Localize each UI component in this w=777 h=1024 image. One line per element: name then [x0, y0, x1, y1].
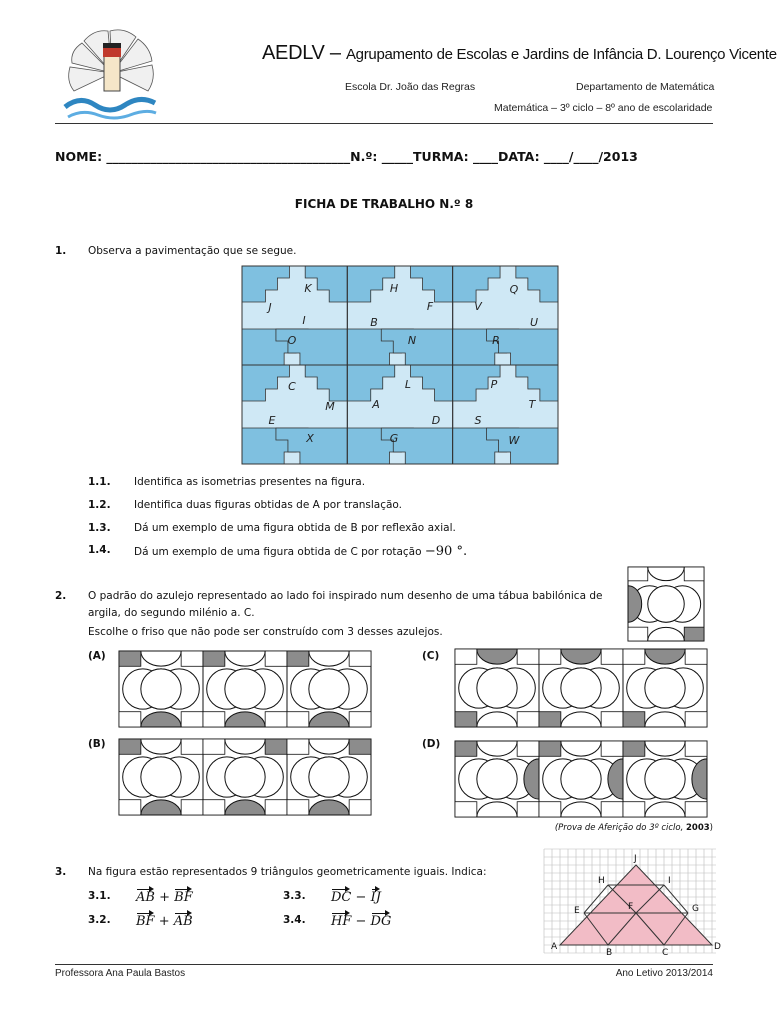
tile-corner [119, 651, 141, 666]
tile-corner [119, 739, 141, 754]
tile-corner [601, 712, 623, 727]
tiling-figure [242, 266, 558, 464]
tile-corner [203, 800, 225, 815]
tile-letter-q: Q [509, 283, 519, 296]
tile-corner [287, 800, 309, 815]
school-line: Escola Dr. João das Regras [345, 81, 476, 93]
rotation-angle: −90 °. [424, 544, 468, 559]
q1-1-number: 1.1. [88, 476, 111, 488]
tile-center-circle [561, 759, 601, 799]
tile-corner [203, 739, 225, 754]
school-year: Ano Letivo 2013/2014 [615, 968, 713, 979]
tile-corner [539, 649, 561, 664]
tile-corner [539, 802, 561, 817]
tile-letter-a: A [372, 398, 380, 411]
tile-corner [287, 712, 309, 727]
point-label-g: G [692, 904, 699, 914]
tile-corner [265, 651, 287, 666]
tile-center-circle [477, 668, 517, 708]
tile-corner [684, 567, 704, 581]
tile-letter-s: S [474, 414, 482, 427]
tile-corner [517, 741, 539, 756]
tile-center-circle [561, 668, 601, 708]
tile-corner [455, 741, 477, 756]
tile-corner [685, 712, 707, 727]
tile-corner [685, 741, 707, 756]
tile-letter-e: E [268, 414, 276, 427]
q2-number: 2. [55, 590, 67, 602]
tile-letter-p: P [490, 378, 498, 391]
tile-corner [349, 739, 371, 754]
q1-text: Observa a pavimentação que se segue. [88, 245, 297, 257]
tile-letter-j: J [268, 301, 272, 314]
tile-corner [181, 651, 203, 666]
tile-corner [181, 712, 203, 727]
q3-2-expression: BF + AB [136, 910, 193, 929]
q2-text-3: Escolhe o friso que não pode ser construído com 3 desses azulejos. [88, 626, 443, 638]
tile-corner [119, 712, 141, 727]
tile-corner [455, 802, 477, 817]
tile-center-circle [141, 757, 181, 797]
school-name: AEDLV – Agrupamento de Escolas e Jardins de Infância D. Lourenço Vicente [262, 42, 777, 64]
q3-number: 3. [55, 866, 67, 878]
tile-center-circle [141, 669, 181, 709]
tile-letter-h: H [389, 282, 399, 295]
frieze-option-a [118, 650, 372, 728]
q3-2-number: 3.2. [88, 914, 111, 926]
q3-1-expression: AB + BF [136, 886, 193, 905]
tile-corner [265, 739, 287, 754]
option-a-label: (A) [88, 650, 106, 662]
tile-corner [539, 712, 561, 727]
tile-corner [601, 649, 623, 664]
tile-corner [287, 739, 309, 754]
subject-line: Matemática – 3º ciclo – 8º ano de escolaridade [494, 102, 713, 114]
student-info-line: NOME: _______________________________________N.º: _____TURMA: ____DATA: ____/____/2013 [55, 149, 638, 164]
tile-letter-w: W [508, 434, 520, 447]
triangles-figure [540, 845, 720, 957]
tile-corner [628, 567, 648, 581]
tile-letter-n: N [407, 334, 417, 347]
tile-corner [203, 651, 225, 666]
tile-letter-x: X [306, 432, 314, 445]
frieze-option-b [118, 738, 372, 816]
tile-corner [517, 712, 539, 727]
tile-corner [265, 800, 287, 815]
point-label-c: C [662, 948, 669, 958]
q1-2-text: Identifica duas figuras obtidas de A por translação. [134, 499, 403, 511]
tile-letter-o: O [287, 334, 297, 347]
tile-corner [265, 712, 287, 727]
q1-3-text: Dá um exemplo de uma figura obtida de B por reflexão axial. [134, 522, 456, 534]
frieze-option-c [454, 648, 708, 728]
tile-corner [181, 739, 203, 754]
tile-corner [181, 800, 203, 815]
point-label-b: B [606, 948, 613, 958]
q2-text-2: argila, do segundo milénio a. C. [88, 607, 255, 619]
tile-corner [203, 712, 225, 727]
q3-text: Na figura estão representados 9 triângulos geometricamente iguais. Indica: [88, 866, 487, 878]
option-b-label: (B) [88, 738, 106, 750]
option-c-label: (C) [422, 650, 440, 662]
q1-4-text: Dá um exemplo de uma figura obtida de C por rotação −90 °. [134, 544, 468, 559]
q3-3-number: 3.3. [283, 890, 306, 902]
tile-corner [684, 627, 704, 641]
q3-4-number: 3.4. [283, 914, 306, 926]
worksheet-title: FICHA DE TRABALHO N.º 8 [294, 197, 474, 211]
q1-number: 1. [55, 245, 67, 257]
tile-corner [517, 649, 539, 664]
q1-3-number: 1.3. [88, 522, 111, 534]
frieze-option-d [454, 740, 708, 818]
q1-1-text: Identifica as isometrias presentes na figura. [134, 476, 366, 488]
tile-corner [685, 649, 707, 664]
tile-letter-l: L [404, 378, 412, 391]
q3-4-expression: HF − DG [331, 910, 391, 929]
source-citation: (Prova de Aferição do 3º ciclo, 2003) [554, 823, 713, 833]
tile-corner [349, 651, 371, 666]
tile-corner [539, 741, 561, 756]
q2-text-1: O padrão do azulejo representado ao lado foi inspirado num desenho de uma tábua babilónica de [88, 590, 603, 602]
tile-center-circle [648, 586, 684, 622]
point-label-f: F [628, 902, 634, 912]
q1-4-number: 1.4. [88, 544, 111, 556]
point-label-a: A [551, 942, 558, 952]
school-logo [60, 25, 160, 125]
tile-corner [685, 802, 707, 817]
point-label-i: I [668, 876, 671, 886]
tile-letter-b: B [370, 316, 378, 329]
tile-letter-c: C [288, 380, 296, 393]
tile-center-circle [225, 757, 265, 797]
tile-letter-i: I [302, 314, 306, 327]
tile-center-circle [645, 668, 685, 708]
tile-corner [455, 649, 477, 664]
tile-corner [287, 651, 309, 666]
tile-corner [623, 712, 645, 727]
tile-corner [628, 627, 648, 641]
teacher-name: Professora Ana Paula Bastos [55, 968, 186, 979]
tile-corner [455, 712, 477, 727]
tile-corner [119, 800, 141, 815]
tile-center-circle [477, 759, 517, 799]
tile-letter-v: V [474, 300, 482, 313]
tile-corner [349, 800, 371, 815]
tile-corner [601, 802, 623, 817]
point-label-e: E [574, 906, 580, 916]
tile-letter-k: K [304, 282, 312, 295]
tile-center-circle [645, 759, 685, 799]
tile-center-circle [309, 669, 349, 709]
header-rule [55, 123, 713, 124]
q3-1-number: 3.1. [88, 890, 111, 902]
point-label-d: D [714, 942, 721, 952]
q1-2-number: 1.2. [88, 499, 111, 511]
point-label-j: J [634, 854, 637, 864]
tile-corner [601, 741, 623, 756]
point-label-h: H [598, 876, 605, 886]
tile-letter-f: F [426, 300, 434, 313]
tile-corner [349, 712, 371, 727]
q3-3-expression: DC − IJ [331, 886, 381, 905]
tile-corner [623, 649, 645, 664]
option-d-label: (D) [422, 738, 441, 750]
tile-letter-g: G [389, 432, 399, 445]
tile-letter-d: D [431, 414, 441, 427]
footer-rule [55, 964, 713, 965]
tile-letter-u: U [529, 316, 539, 329]
tile-letter-t: T [528, 398, 536, 411]
tile-center-circle [225, 669, 265, 709]
tile-corner [623, 741, 645, 756]
tile-center-circle [309, 757, 349, 797]
department-line: Departamento de Matemática [576, 81, 715, 93]
tile-letter-m: M [325, 400, 335, 413]
tile-corner [517, 802, 539, 817]
azulejo-tile [627, 566, 705, 642]
tile-corner [623, 802, 645, 817]
tile-letter-r: R [492, 334, 500, 347]
